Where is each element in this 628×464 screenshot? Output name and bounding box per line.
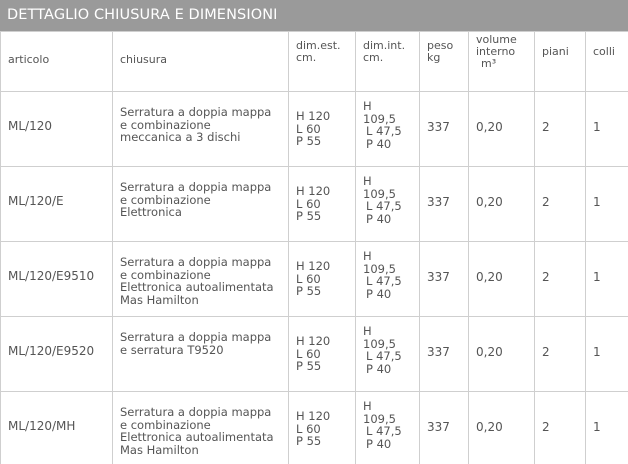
section-title: DETTAGLIO CHIUSURA E DIMENSIONI (0, 0, 628, 31)
cell-colli: 1 (586, 167, 628, 242)
table-row (1, 167, 628, 242)
table-row (1, 242, 628, 317)
cell-piani: 2 (535, 317, 586, 392)
cell-colli: 1 (586, 317, 628, 392)
header-peso: peso kg (420, 32, 469, 92)
header-volume: volume interno m³ (469, 32, 535, 92)
cell-articolo: ML/120/E (1, 167, 113, 242)
cell-volume: 0,20 (469, 242, 535, 317)
table-row (1, 317, 628, 392)
cell-dim-est: H 120 L 60 P 55 (289, 92, 356, 167)
cell-volume: 0,20 (469, 392, 535, 464)
cell-piani: 2 (535, 92, 586, 167)
header-chiusura: chiusura (113, 32, 289, 92)
cell-peso: 337 (420, 242, 469, 317)
cell-chiusura: Serratura a doppia mappa e serratura T9520 (113, 317, 289, 392)
cell-piani: 2 (535, 392, 586, 464)
cell-volume: 0,20 (469, 167, 535, 242)
cell-dim-int: H 109,5 L 47,5 P 40 (356, 92, 420, 167)
cell-colli: 1 (586, 392, 628, 464)
cell-articolo: ML/120/MH (1, 392, 113, 464)
cell-volume: 0,20 (469, 92, 535, 167)
cell-peso: 337 (420, 92, 469, 167)
cell-dim-int: H 109,5 L 47,5 P 40 (356, 242, 420, 317)
cell-piani: 2 (535, 167, 586, 242)
header-dim-est: dim.est. cm. (289, 32, 356, 92)
table-row (1, 92, 628, 167)
header-colli: colli (586, 32, 628, 92)
cell-colli: 1 (586, 92, 628, 167)
cell-volume: 0,20 (469, 317, 535, 392)
cell-dim-est: H 120 L 60 P 55 (289, 242, 356, 317)
cell-dim-est: H 120 L 60 P 55 (289, 392, 356, 464)
cell-piani: 2 (535, 242, 586, 317)
cell-dim-est: H 120 L 60 P 55 (289, 167, 356, 242)
cell-dim-est: H 120 L 60 P 55 (289, 317, 356, 392)
cell-peso: 337 (420, 392, 469, 464)
table-header-row (1, 32, 628, 92)
cell-chiusura: Serratura a doppia mappa e combinazione meccanica a 3 dischi (113, 92, 289, 167)
header-piani: piani (535, 32, 586, 92)
cell-articolo: ML/120/E9510 (1, 242, 113, 317)
cell-chiusura: Serratura a doppia mappa e combinazione Elettronica autoalimentata Mas Hamilton (113, 392, 289, 464)
cell-articolo: ML/120 (1, 92, 113, 167)
cell-chiusura: Serratura a doppia mappa e combinazione Elettronica (113, 167, 289, 242)
cell-colli: 1 (586, 242, 628, 317)
cell-dim-int: H 109,5 L 47,5 P 40 (356, 317, 420, 392)
cell-peso: 337 (420, 167, 469, 242)
cell-chiusura: Serratura a doppia mappa e combinazione Elettronica autoalimentata Mas Hamilton (113, 242, 289, 317)
header-articolo: articolo (1, 32, 113, 92)
details-table (0, 31, 628, 464)
cell-dim-int: H 109,5 L 47,5 P 40 (356, 167, 420, 242)
header-dim-int: dim.int. cm. (356, 32, 420, 92)
cell-articolo: ML/120/E9520 (1, 317, 113, 392)
cell-peso: 337 (420, 317, 469, 392)
cell-dim-int: H 109,5 L 47,5 P 40 (356, 392, 420, 464)
table-row (1, 392, 628, 464)
